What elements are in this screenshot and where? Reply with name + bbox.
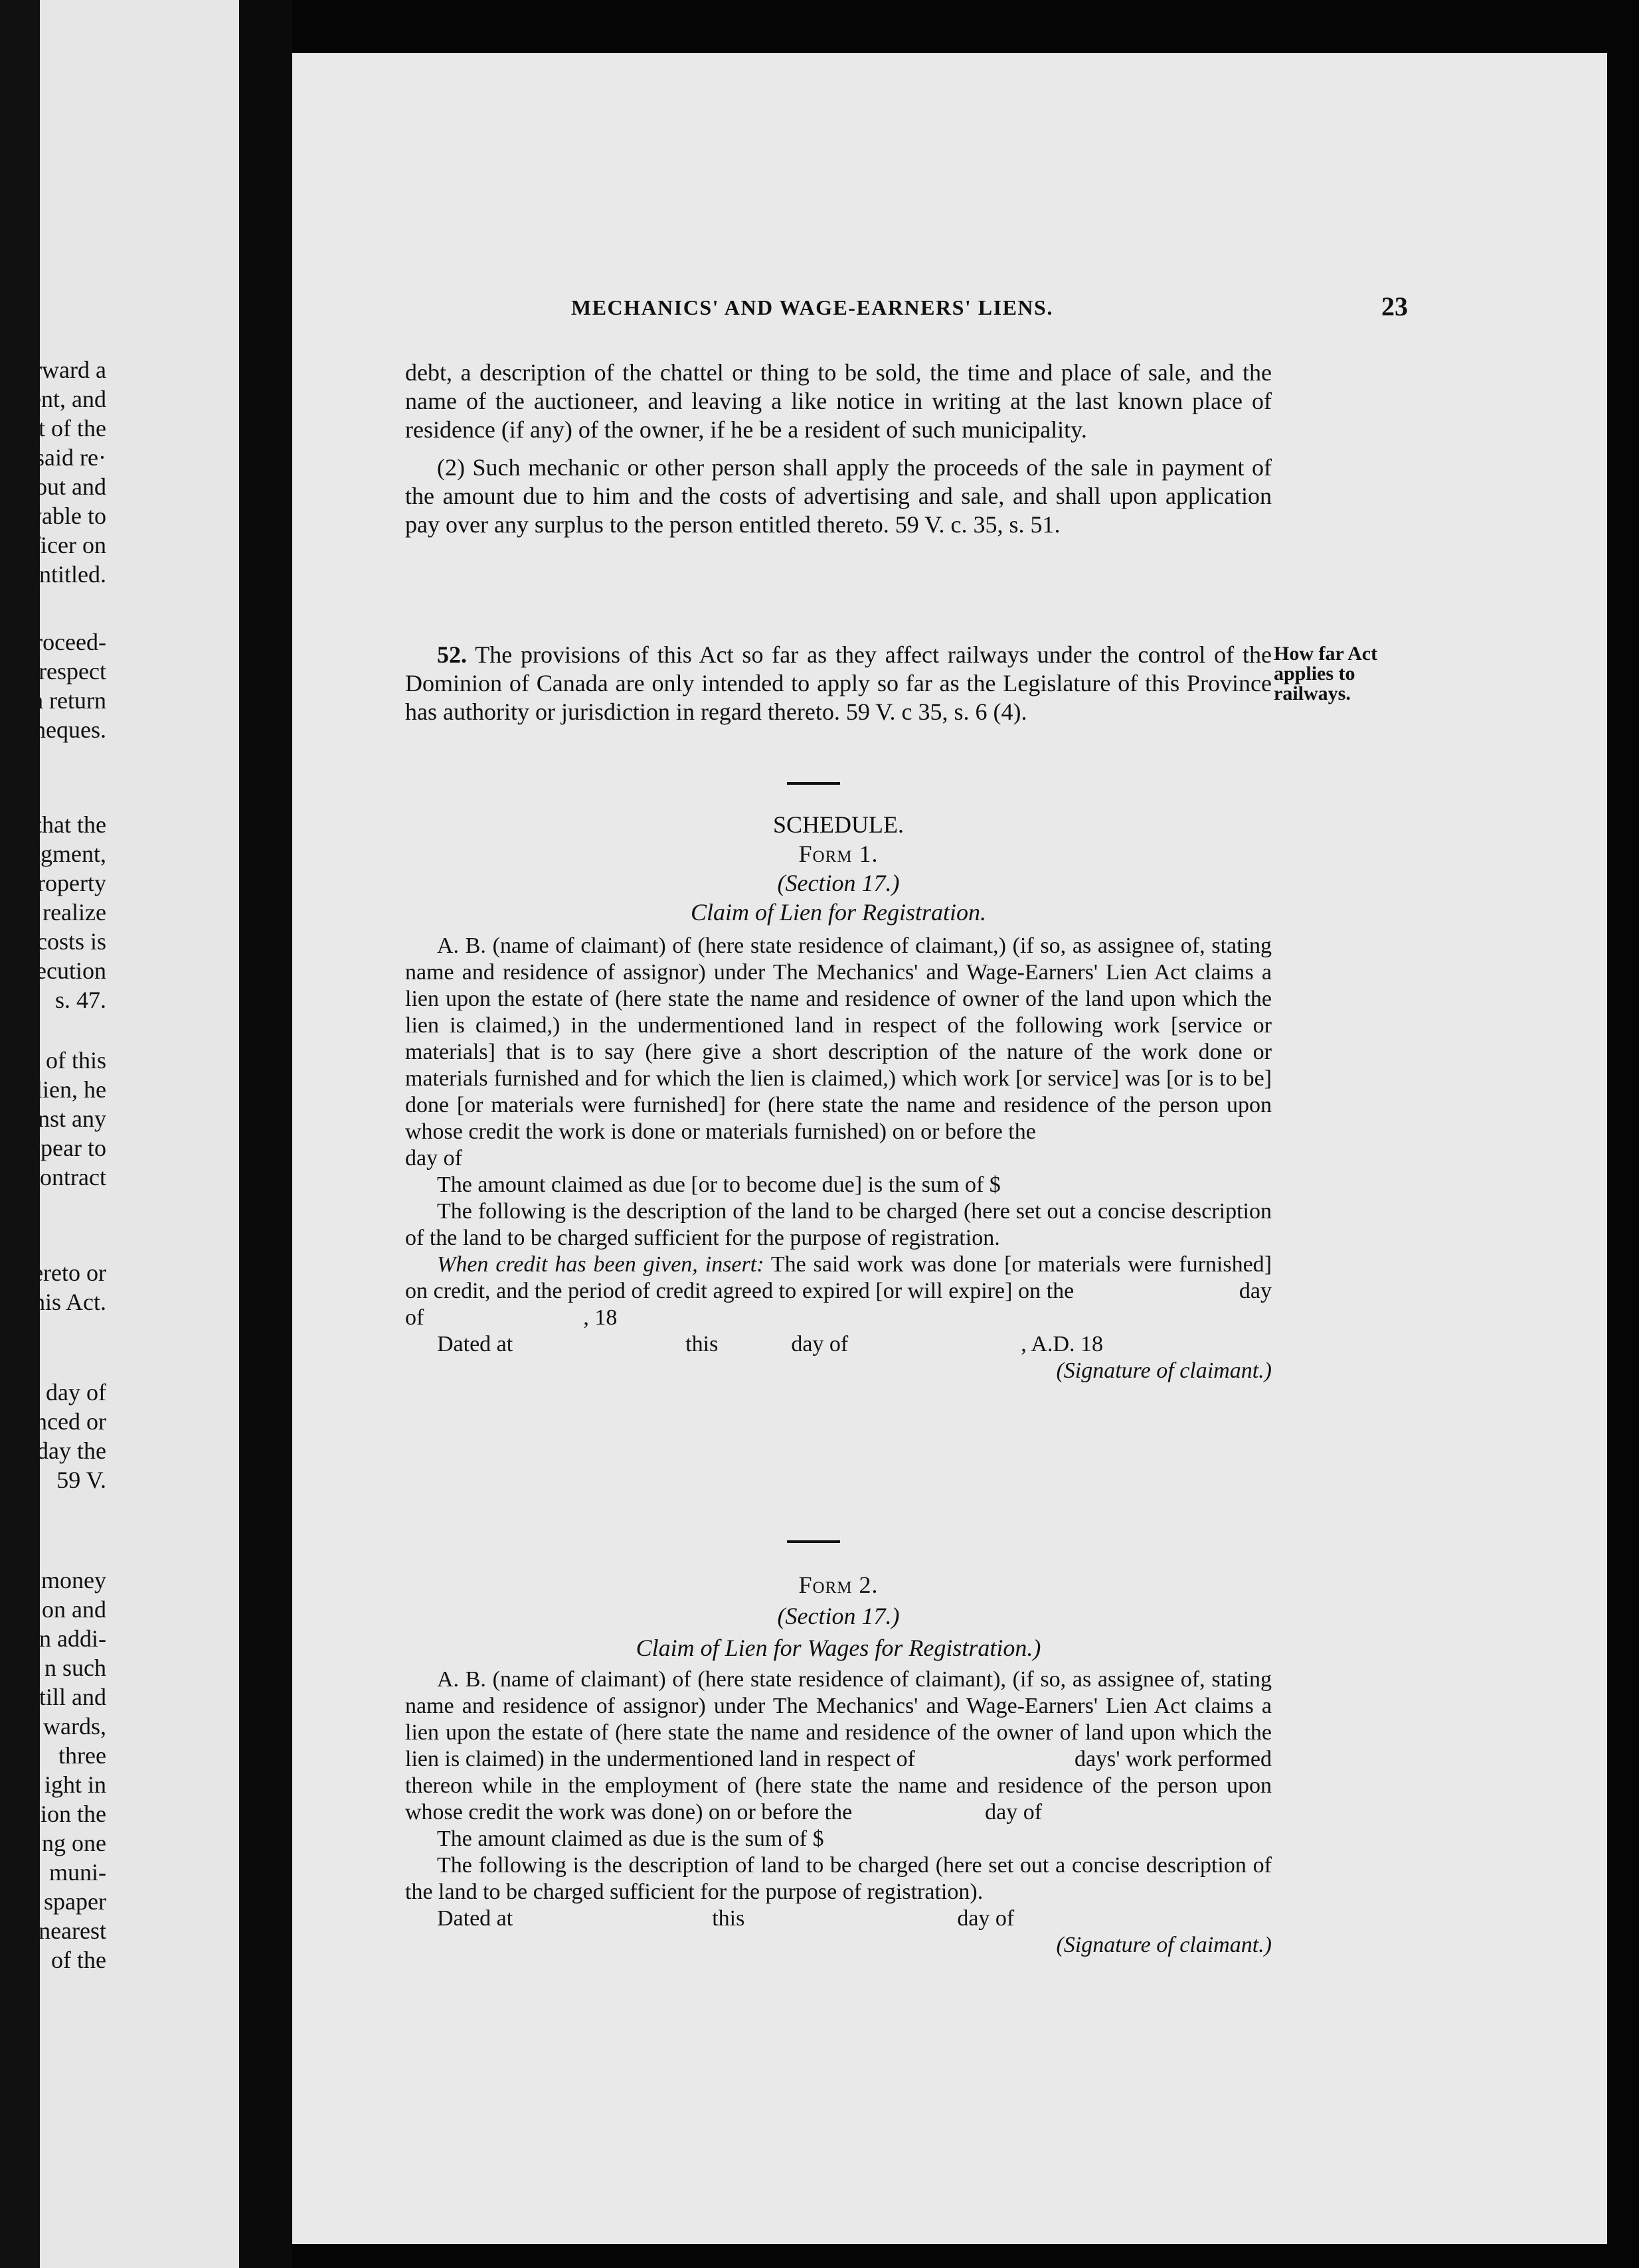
- left-line: money: [41, 1567, 106, 1593]
- left-line: ng one: [42, 1830, 106, 1856]
- form1-signature: (Signature of claimant.): [1056, 1358, 1272, 1383]
- left-facing-page: [0, 0, 239, 2268]
- left-line: three: [58, 1742, 106, 1769]
- intro-paragraph-2: (2) Such mechanic or other person shall apply the proceeds of the sale in payment of the amount due to him and the costs of advertising and sale, and shall upon application pay over any surplus to the person entitled thereto. 59 V. c. 35, s. 51.: [405, 454, 1272, 538]
- form2-section: (Section 17.): [777, 1603, 900, 1629]
- running-header: MECHANICS' AND WAGE-EARNERS' LIENS.: [571, 295, 1053, 319]
- left-line: day of: [46, 1379, 106, 1406]
- left-text-group-d: [29, 1046, 106, 1192]
- form1-credit-year: , 18: [583, 1305, 618, 1330]
- left-line: his Act.: [33, 1289, 106, 1315]
- left-text-group-c: [24, 810, 106, 1014]
- left-line: cheques.: [23, 716, 106, 743]
- form2-body: [405, 1666, 1272, 1959]
- form2-signature: (Signature of claimant.): [1056, 1933, 1272, 1957]
- left-line: s. 47.: [54, 987, 106, 1013]
- left-line: property: [25, 870, 106, 896]
- left-line: officer on: [13, 532, 106, 558]
- intro-paragraph-1: debt, a description of the chattel or thing to be sold, the time and place of sale, and the name of the auctioneer, and leaving a like notice in writing at the last known place of residence (if any) of the owner, if he be a resident of such municipality.: [405, 359, 1272, 443]
- page-number: 23: [1381, 291, 1408, 321]
- left-line: nt of the: [27, 415, 106, 442]
- left-line: said re·: [35, 444, 106, 471]
- left-text-group-a: [13, 355, 106, 589]
- left-line: n addi-: [39, 1625, 106, 1652]
- section-52: [405, 641, 1272, 726]
- left-line: nced or: [35, 1408, 106, 1435]
- left-line: day the: [37, 1437, 106, 1464]
- schedule-title: SCHEDULE.: [773, 811, 904, 838]
- form1-land: The following is the description of the land to be charged (here set out a concise description of the land to be charged sufficient for the purpose of registration.: [405, 1199, 1272, 1250]
- form1-caption: Claim of Lien for Registration.: [690, 899, 987, 926]
- form1-day-of-2: day of: [791, 1332, 849, 1356]
- form2-days-work: days' work performed thereon while in the employment of (here state the name and residence of the person upon whose credit the work was done) on or before the: [405, 1747, 1272, 1824]
- left-line: s of this: [30, 1047, 106, 1074]
- left-line: orward a: [22, 357, 106, 383]
- left-line: of the: [51, 1947, 106, 1973]
- left-line: wards,: [43, 1713, 106, 1740]
- book-gutter: [239, 0, 292, 2268]
- form1-body: [405, 933, 1272, 1384]
- form2-this: this: [712, 1906, 745, 1931]
- left-line: n respect: [21, 658, 106, 685]
- form2-day-of-2: day of: [957, 1906, 1015, 1931]
- form1-dated-at: Dated at: [437, 1332, 513, 1356]
- left-line: nst any: [38, 1105, 106, 1132]
- left-line: nent, and: [19, 386, 106, 412]
- form2-land: The following is the description of land to be charged (here set out a concise description of the land to be charged sufficient for the purpose of registration).: [405, 1853, 1272, 1904]
- left-line: 59 V.: [56, 1467, 106, 1493]
- form1-credit-lead: When credit has been given, insert:: [437, 1252, 764, 1277]
- left-line: till and: [39, 1684, 106, 1710]
- left-line: spaper: [44, 1888, 106, 1915]
- section-divider: [787, 782, 840, 785]
- left-line: xecution: [24, 957, 106, 984]
- left-line: contract: [29, 1164, 106, 1190]
- form1-body-text: A. B. (name of claimant) of (here state residence of claimant,) (if so, as assignee of, stating name and residence of assignor) under The Mechanics' and Wage-Earners' Lien Act claims a lien upon the estate of (here state the name and residence of owner of the land upon which the lien is claimed,) in the undermentioned land in respect of the following work [service or materials] that is to say (here give a short description of the nature of the work done or materials furnished and for which the lien is claimed,) which work [or service] was [or is to be] done [or materials were furnished] for (here state the name and residence of the person upon whose credit the work is done or materials furnished) on or before the: [405, 933, 1272, 1144]
- form2-day-of: day of: [985, 1800, 1043, 1824]
- left-line: ppear to: [29, 1135, 106, 1161]
- form1-heading: Form 1.: [798, 841, 879, 867]
- left-line: ereto or: [33, 1259, 106, 1286]
- left-line: l costs is: [23, 928, 106, 955]
- form1-ad: , A.D. 18: [1021, 1332, 1103, 1356]
- left-line: muni-: [49, 1859, 106, 1886]
- form1-credit-day-of: day of: [405, 1279, 1272, 1330]
- left-line: on and: [42, 1596, 106, 1623]
- left-line: e out and: [19, 473, 106, 500]
- margin-note: How far Act applies to railways.: [1274, 643, 1378, 704]
- section-52-text: The provisions of this Act so far as they affect railways under the control of the Dominion of Canada are only intended to apply so far as the Legislature of this Province has authority or jurisdiction in regard thereto. 59 V. c 35, s. 6 (4).: [405, 641, 1272, 725]
- form2-dated-at: Dated at: [437, 1906, 513, 1931]
- form1-credit: The said work was done [or materials were furnished] on credit, and the period of credit agreed to expired [or will expire] on the: [405, 1252, 1272, 1303]
- intro-text: [405, 359, 1561, 539]
- left-line: lien, he: [36, 1076, 106, 1103]
- left-line: entitled.: [29, 561, 106, 588]
- form2-heading: Form 2.: [798, 1572, 879, 1598]
- left-text-group-g: [39, 1566, 106, 1975]
- form1-day-of: day of: [405, 1146, 462, 1171]
- right-page: [292, 53, 1607, 2244]
- form1-amount: The amount claimed as due [or to become due] is the sum of $: [437, 1173, 1001, 1197]
- left-line: proceed-: [23, 629, 106, 655]
- form2-amount: The amount claimed as due is the sum of $: [437, 1826, 824, 1851]
- form2-body-text: A. B. (name of claimant) of (here state residence of claimant), (if so, as assignee of, stating name and residence of assignor) under The Mechanics' and Wage-Earners' Lien Act claims a lien upon the estate of (here state the name and residence of the owner of land upon which the lien is claimed) in the undermentioned land in respect of: [405, 1667, 1272, 1771]
- left-line: n such: [44, 1655, 106, 1681]
- left-line: a return: [33, 687, 106, 714]
- form1-section: (Section 17.): [777, 870, 900, 896]
- left-line: ight in: [44, 1771, 106, 1798]
- left-line: nearest: [39, 1917, 106, 1944]
- form-divider: [787, 1540, 840, 1543]
- left-line: ion the: [41, 1801, 106, 1827]
- section-number: 52.: [437, 641, 467, 668]
- left-line: that the: [35, 811, 106, 838]
- form2-caption: Claim of Lien for Wages for Registration.): [636, 1635, 1041, 1661]
- left-text-group-f: [35, 1378, 106, 1495]
- left-line: o realize: [25, 899, 106, 926]
- left-text-group-e: [33, 1258, 106, 1317]
- left-line: dgment,: [29, 841, 106, 867]
- form1-this: this: [685, 1332, 719, 1356]
- left-text-group-b: [21, 627, 106, 744]
- left-line: ayable to: [19, 503, 106, 529]
